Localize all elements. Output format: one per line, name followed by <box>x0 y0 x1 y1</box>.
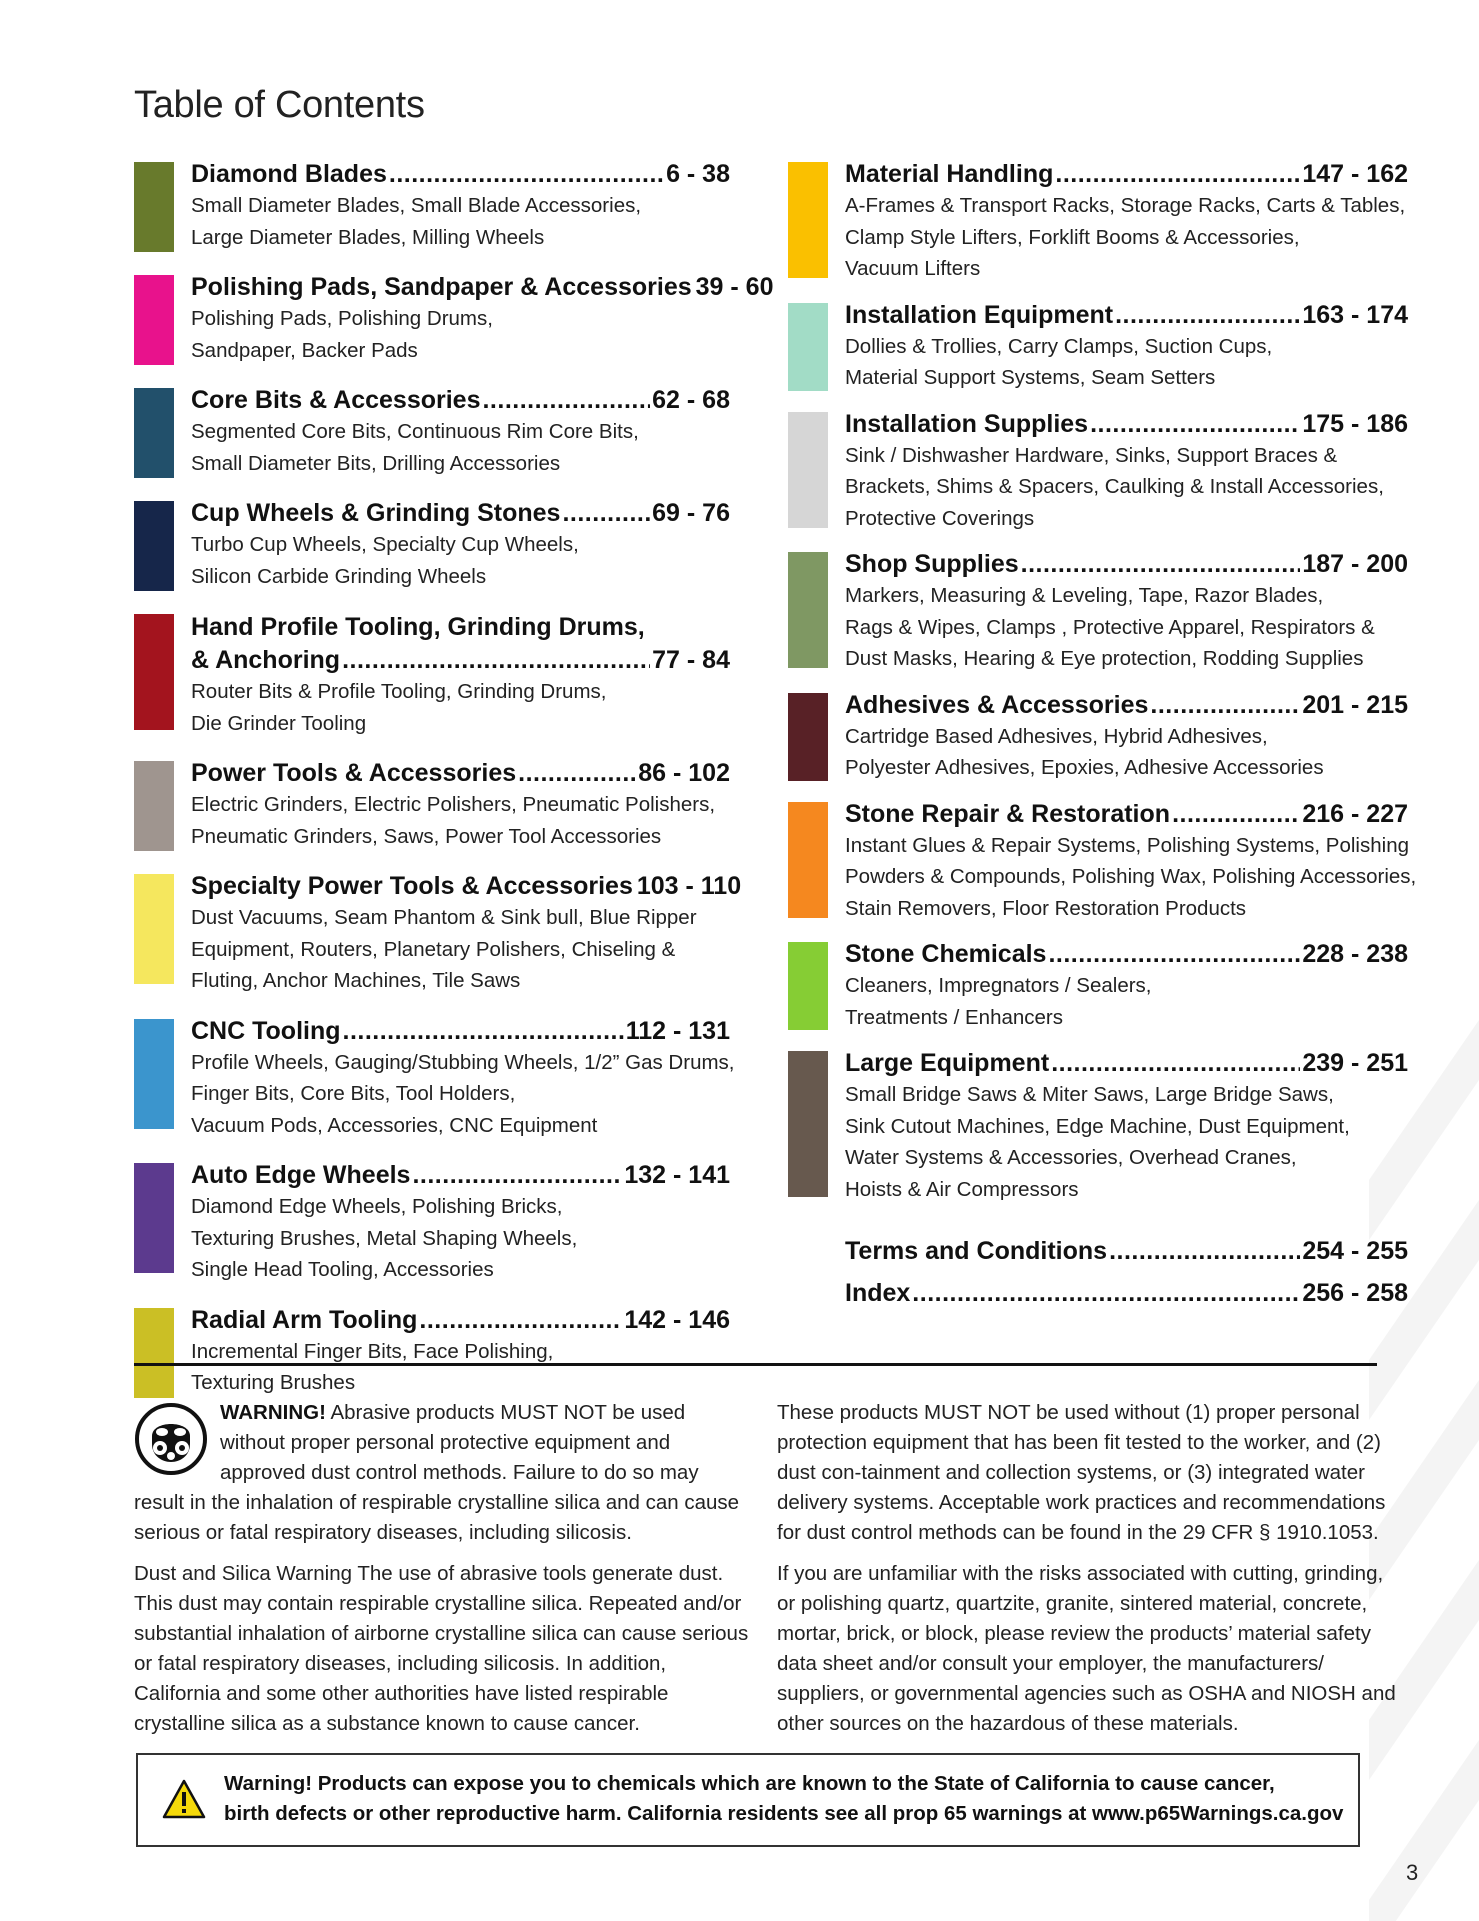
dot-leader <box>1051 1047 1300 1079</box>
toc-entry-specialty-power-tools[interactable] <box>134 870 742 997</box>
entry-subtitle: Polyester Adhesives, Epoxies, Adhesive Accessories <box>845 756 1324 779</box>
entry-title: Index <box>845 1279 911 1307</box>
dot-leader <box>343 1015 624 1047</box>
entry-subtitle: Brackets, Shims & Spacers, Caulking & Install Accessories, <box>845 475 1384 498</box>
entry-subtitle: Large Diameter Blades, Milling Wheels <box>191 225 545 249</box>
entry-subtitle: Finger Bits, Core Bits, Tool Holders, <box>191 1082 516 1105</box>
entry-pages: 239 - 251 <box>1302 1049 1408 1077</box>
toc-right-column <box>788 158 1417 1309</box>
prop65-warning-box <box>136 1753 1360 1847</box>
toc-entry-cnc-tooling[interactable] <box>134 1015 735 1142</box>
page-title: Table of Contents <box>134 84 425 126</box>
toc-entry-auto-edge-wheels[interactable] <box>134 1159 730 1286</box>
dot-leader <box>1021 548 1301 580</box>
entry-subtitle: Vacuum Lifters <box>845 257 981 280</box>
category-color-swatch <box>788 802 828 918</box>
toc-entry-terms[interactable] <box>845 1235 1408 1267</box>
prop65-line-2: birth defects or other reproductive harm. California residents see all prop 65 warnings at www.p65Warnings.ca.gov <box>224 1802 1344 1825</box>
entry-pages: 163 - 174 <box>1302 300 1408 329</box>
category-color-swatch <box>134 761 174 851</box>
warning-paragraph-3: These products MUST NOT be used without (1) proper personal protection equipment that has been fit tested to the worker, and (2) dust con-tainment and collection systems, or (3) integrated water delivery systems. Acceptable work practices and recommendations for dust control methods can be found in the 29 CFR § 1910.1053. <box>777 1401 1386 1544</box>
entry-subtitle: Rags & Wipes, Clamps , Protective Apparel, Respirators & <box>845 615 1375 639</box>
warning-triangle-icon <box>162 1779 206 1819</box>
toc-entry-adhesives[interactable] <box>788 689 1408 784</box>
entry-subtitle: Dust Masks, Hearing & Eye protection, Rodding Supplies <box>845 647 1364 670</box>
page-number: 3 <box>1406 1860 1419 1885</box>
entry-pages: 254 - 255 <box>1302 1237 1408 1265</box>
entry-subtitle: Material Support Systems, Seam Setters <box>845 366 1216 389</box>
entry-subtitle: Water Systems & Accessories, Overhead Cranes, <box>845 1146 1297 1169</box>
entry-title: Cup Wheels & Grinding Stones <box>191 499 561 527</box>
entry-subtitle: Fluting, Anchor Machines, Tile Saws <box>191 969 521 992</box>
dot-leader <box>912 1277 1300 1309</box>
category-color-swatch <box>134 614 174 730</box>
toc-entry-stone-chemicals[interactable] <box>788 938 1408 1033</box>
category-color-swatch <box>788 412 828 528</box>
entry-title: Installation Supplies <box>845 409 1089 438</box>
entry-title-line1: Hand Profile Tooling, Grinding Drums, <box>191 613 645 641</box>
entry-subtitle: Pneumatic Grinders, Saws, Power Tool Accessories <box>191 824 662 848</box>
entry-subtitle: Sink Cutout Machines, Edge Machine, Dust Equipment, <box>845 1114 1350 1138</box>
dot-leader <box>482 384 650 416</box>
silica-warning-right <box>777 1398 1397 1750</box>
dot-leader <box>1172 798 1300 830</box>
toc-entry-shop-supplies[interactable] <box>788 548 1408 675</box>
toc-entry-installation-equipment[interactable] <box>788 299 1408 394</box>
entry-subtitle: Polishing Pads, Polishing Drums, <box>191 307 493 330</box>
respirator-mask-icon <box>134 1402 208 1476</box>
entry-subtitle: Small Diameter Bits, Drilling Accessories <box>191 451 561 475</box>
entry-pages: 112 - 131 <box>625 1016 730 1045</box>
prop65-text <box>224 1769 1343 1829</box>
toc-entry-installation-supplies[interactable] <box>788 408 1408 535</box>
toc-entry-radial-arm-tooling[interactable] <box>134 1304 730 1399</box>
entry-pages: 77 - 84 <box>652 646 730 674</box>
toc-entry-power-tools[interactable] <box>134 757 730 852</box>
category-color-swatch <box>134 874 174 984</box>
entry-subtitle: Silicon Carbide Grinding Wheels <box>191 564 487 588</box>
warning-paragraph-2: Dust and Silica Warning The use of abrasive tools generate dust. This dust may contain respirable crystalline silica. Repeated and/or substantial inhalation of airborne crystalline silica can cause serious or fatal respiratory diseases, including silicosis. In addition, California and some other authorities have listed respirable crystalline silica as a substance known to cause cancer. <box>134 1562 749 1735</box>
toc-left-column <box>134 158 774 1399</box>
warning-paragraph-4: If you are unfamiliar with the risks associated with cutting, grinding, or polishing quartz, quartzite, granite, sintered material, concrete, mortar, brick, or block, please review the products’ material safety data sheet and/or consult your employer, the manufacturers/ suppliers, or governmental agencies such as OSHA and NIOSH and other sources on the hazardous of these materials. <box>777 1562 1396 1735</box>
toc-entry-polishing-pads[interactable] <box>134 271 774 366</box>
toc-entry-diamond-blades[interactable] <box>134 158 730 253</box>
dot-leader <box>1055 158 1300 190</box>
entry-subtitle: Small Bridge Saws & Miter Saws, Large Bridge Saws, <box>845 1083 1334 1106</box>
entry-subtitle: Incremental Finger Bits, Face Polishing, <box>191 1339 554 1363</box>
dot-leader <box>1090 408 1300 440</box>
entry-subtitle: Diamond Edge Wheels, Polishing Bricks, <box>191 1195 563 1218</box>
dot-leader <box>419 1304 622 1336</box>
entry-pages: 187 - 200 <box>1302 550 1408 578</box>
entry-pages: 142 - 146 <box>624 1305 730 1334</box>
dot-leader <box>562 497 650 529</box>
entry-subtitle: Die Grinder Tooling <box>191 711 367 735</box>
entry-subtitle: Clamp Style Lifters, Forklift Booms & Accessories, <box>845 225 1300 249</box>
entry-subtitle: Instant Glues & Repair Systems, Polishing Systems, Polishing <box>845 833 1409 857</box>
category-color-swatch <box>788 1051 828 1197</box>
entry-title: Power Tools & Accessories <box>191 759 517 787</box>
entry-subtitle: Markers, Measuring & Leveling, Tape, Razor Blades, <box>845 584 1324 607</box>
entry-subtitle: Cartridge Based Adhesives, Hybrid Adhesives, <box>845 724 1268 748</box>
category-color-swatch <box>788 942 828 1030</box>
silica-warning-left <box>134 1398 749 1750</box>
entry-pages: 103 - 110 <box>636 872 742 900</box>
entry-subtitle: Segmented Core Bits, Continuous Rim Core Bits, <box>191 420 639 443</box>
entry-subtitle: Single Head Tooling, Accessories <box>191 1258 494 1281</box>
entry-subtitle: A-Frames & Transport Racks, Storage Racks, Carts & Tables, <box>845 194 1406 217</box>
entry-subtitle: Protective Coverings <box>845 506 1035 530</box>
entry-title: Shop Supplies <box>845 550 1019 578</box>
entry-title: Installation Equipment <box>845 300 1114 329</box>
dot-leader <box>412 1159 622 1191</box>
toc-entry-large-equipment[interactable] <box>788 1047 1408 1205</box>
entry-subtitle: Vacuum Pods, Accessories, CNC Equipment <box>191 1113 598 1137</box>
entry-subtitle: Turbo Cup Wheels, Specialty Cup Wheels, <box>191 533 579 556</box>
entry-subtitle: Stain Removers, Floor Restoration Products <box>845 896 1247 920</box>
toc-entry-hand-profile-tooling[interactable] <box>134 610 730 739</box>
entry-pages: 228 - 238 <box>1302 940 1408 968</box>
category-color-swatch <box>134 501 174 591</box>
entry-pages: 6 - 38 <box>666 160 730 188</box>
entry-title: Polishing Pads, Sandpaper & Accessories <box>191 273 692 301</box>
entry-pages: 147 - 162 <box>1302 160 1408 188</box>
dot-leader <box>1048 938 1300 970</box>
category-color-swatch <box>788 303 828 391</box>
entry-pages: 256 - 258 <box>1302 1279 1408 1307</box>
entry-title: Core Bits & Accessories <box>191 386 481 414</box>
entry-subtitle: Texturing Brushes, Metal Shaping Wheels, <box>191 1226 578 1250</box>
entry-subtitle: Cleaners, Impregnators / Sealers, <box>845 974 1152 997</box>
entry-subtitle: Treatments / Enhancers <box>845 1005 1064 1029</box>
entry-subtitle: Equipment, Routers, Planetary Polishers, Chiseling & <box>191 937 676 961</box>
entry-title: Radial Arm Tooling <box>191 1305 418 1334</box>
entry-subtitle: Profile Wheels, Gauging/Stubbing Wheels, 1/2” Gas Drums, <box>191 1050 735 1074</box>
entry-title: Diamond Blades <box>191 160 387 188</box>
category-color-swatch <box>788 552 828 668</box>
category-color-swatch <box>134 1019 174 1129</box>
entry-subtitle: Sink / Dishwasher Hardware, Sinks, Support Braces & <box>845 443 1338 467</box>
entry-subtitle: Texturing Brushes <box>191 1371 356 1394</box>
entry-subtitle: Dollies & Trollies, Carry Clamps, Suction Cups, <box>845 334 1273 358</box>
entry-pages: 69 - 76 <box>652 499 730 527</box>
dot-leader <box>518 757 636 789</box>
entry-subtitle: Hoists & Air Compressors <box>845 1177 1079 1201</box>
entry-pages: 62 - 68 <box>652 386 730 414</box>
entry-title: Adhesives & Accessories <box>845 690 1149 719</box>
entry-title: CNC Tooling <box>191 1016 341 1045</box>
entry-subtitle: Sandpaper, Backer Pads <box>191 338 418 362</box>
section-divider <box>134 1363 1377 1366</box>
entry-subtitle: Router Bits & Profile Tooling, Grinding Drums, <box>191 680 607 703</box>
entry-subtitle: Dust Vacuums, Seam Phantom & Sink bull, Blue Ripper <box>191 906 697 929</box>
toc-entry-material-handling[interactable] <box>788 158 1408 285</box>
category-color-swatch <box>134 162 174 252</box>
toc-entry-index[interactable] <box>845 1277 1408 1309</box>
dot-leader <box>389 158 664 190</box>
warning-text: Abrasive products MUST NOT be used without proper personal protective equipment and approved dust control methods. Failure to do so may result in the inhalation of respirable crystalline silica and can cause serious or fatal respiratory diseases, including silicosis. <box>134 1401 740 1544</box>
dot-leader <box>1150 689 1300 721</box>
entry-pages: 175 - 186 <box>1302 409 1408 438</box>
category-color-swatch <box>134 1308 174 1398</box>
entry-pages: 132 - 141 <box>624 1161 730 1189</box>
category-color-swatch <box>788 162 828 278</box>
entry-title: Stone Chemicals <box>845 940 1047 968</box>
dot-leader <box>1115 299 1300 331</box>
dot-leader <box>1109 1235 1300 1267</box>
entry-title: Large Equipment <box>845 1049 1050 1077</box>
entry-title: Stone Repair & Restoration <box>845 799 1171 828</box>
entry-title: Specialty Power Tools & Accessories <box>191 872 633 900</box>
entry-pages: 39 - 60 <box>695 273 774 301</box>
entry-title: Auto Edge Wheels <box>191 1161 411 1189</box>
entry-subtitle: Powders & Compounds, Polishing Wax, Polishing Accessories, <box>845 865 1417 888</box>
warning-label: WARNING! <box>220 1401 326 1424</box>
category-color-swatch <box>134 388 174 478</box>
category-color-swatch <box>134 275 174 365</box>
entry-subtitle: Small Diameter Blades, Small Blade Accessories, <box>191 194 642 217</box>
toc-entry-stone-repair[interactable] <box>788 798 1417 925</box>
entry-pages: 201 - 215 <box>1302 690 1408 719</box>
category-color-swatch <box>788 693 828 781</box>
entry-subtitle: Electric Grinders, Electric Polishers, Pneumatic Polishers, <box>191 793 716 816</box>
entry-pages: 216 - 227 <box>1302 799 1408 828</box>
warning-paragraph-1 <box>134 1398 749 1548</box>
toc-entry-core-bits[interactable] <box>134 384 730 479</box>
entry-pages: 86 - 102 <box>638 759 730 787</box>
category-color-swatch <box>134 1163 174 1273</box>
toc-entry-cup-wheels[interactable] <box>134 497 730 592</box>
dot-leader <box>342 644 650 676</box>
entry-title: Material Handling <box>845 160 1054 188</box>
entry-title: & Anchoring <box>191 646 341 674</box>
entry-title: Terms and Conditions <box>845 1237 1108 1265</box>
prop65-line-1: Warning! Products can expose you to chemicals which are known to the State of California to cause cancer, <box>224 1772 1275 1795</box>
